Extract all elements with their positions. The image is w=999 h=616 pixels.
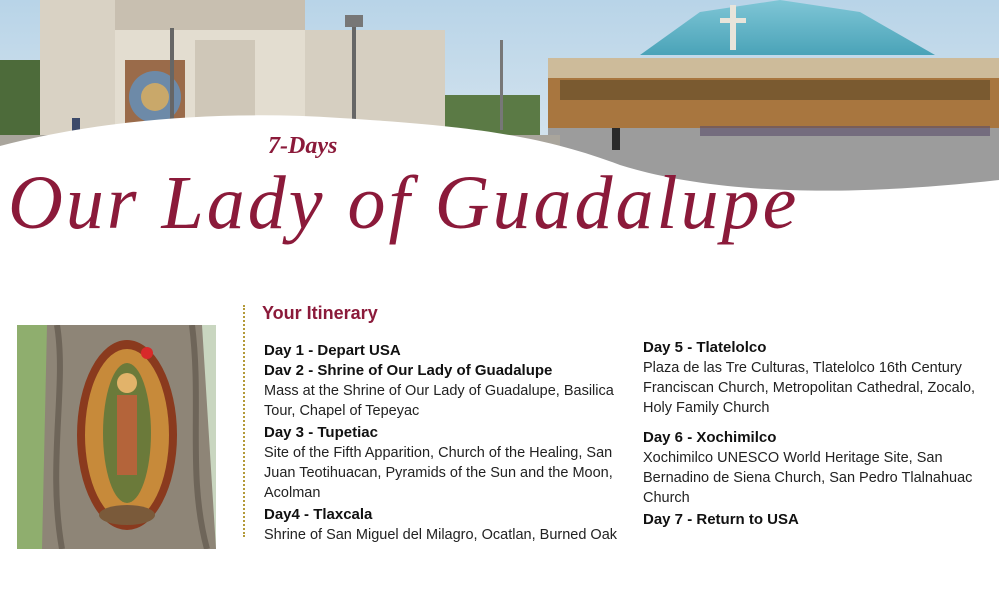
day-4-title: Day4 - Tlaxcala bbox=[264, 506, 373, 523]
day-2 bbox=[264, 361, 636, 421]
day-7 bbox=[643, 510, 999, 530]
day-2-title: Dav 2 - Shrine of Our Lady of Guadalupe bbox=[264, 362, 553, 379]
day-6 bbox=[643, 428, 999, 508]
day-3-description: Site of the Fifth Apparition, Church of the Healing, San Juan Teotihuacan, Pyramids of the Sun and the Moon, Acolman bbox=[264, 445, 613, 501]
day-6-title: Day 6 - Xochimilco bbox=[643, 429, 777, 446]
day-4-description: Shrine of San Miguel del Milagro, Ocatlan, Burned Oak bbox=[264, 527, 618, 543]
day-3 bbox=[264, 423, 636, 503]
days-label: 7-Days bbox=[268, 133, 338, 159]
itinerary-heading: Your Itinerary bbox=[262, 303, 378, 323]
guadalupe-tree-carving-photo bbox=[17, 325, 216, 549]
day-7-title: Day 7 - Return to USA bbox=[643, 511, 799, 528]
day-5-description: Plaza de las Tre Culturas, Tlatelolco 16th Century Franciscan Church, Metropolitan Cathedral, Zocalo, Holy Family Church bbox=[643, 360, 976, 416]
day-1-title: Day 1 - Depart USA bbox=[264, 342, 401, 359]
day-2-description: Mass at the Shrine of Our Lady of Guadalupe, Basilica Tour, Chapel of Tepeyac bbox=[264, 383, 614, 419]
itinerary-right-column bbox=[643, 338, 999, 530]
day-5-title: Day 5 - Tlatelolco bbox=[643, 339, 767, 356]
itinerary-left-column bbox=[264, 341, 636, 547]
day-3-title: Day 3 - Tupetiac bbox=[264, 424, 378, 441]
day-6-description: Xochimilco UNESCO World Heritage Site, San Bernadino de Siena Church, San Pedro Tlalnahuac Church bbox=[643, 450, 973, 506]
day-1 bbox=[264, 341, 636, 361]
dotted-divider bbox=[243, 305, 245, 537]
day-5 bbox=[643, 338, 999, 418]
day-4 bbox=[264, 505, 636, 545]
page-title: Our Lady of Guadalupe bbox=[8, 161, 800, 245]
